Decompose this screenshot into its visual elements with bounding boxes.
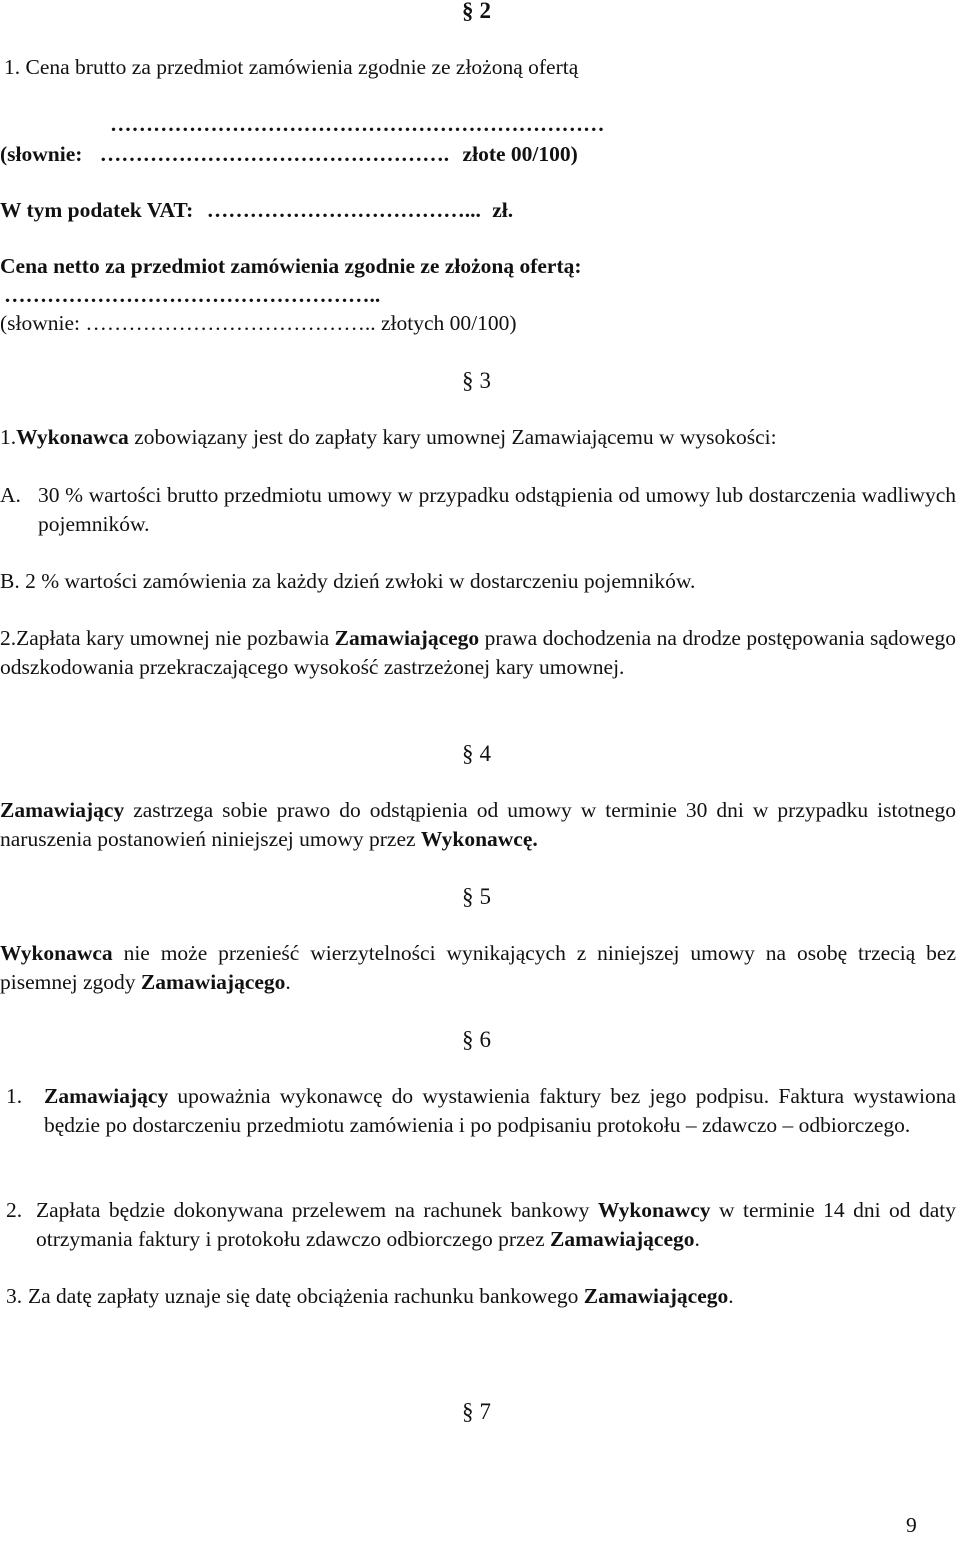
price-dots-line: …………………………………………………………… xyxy=(110,112,605,136)
paragraph-end: . xyxy=(285,970,291,994)
price-netto-line: Cena netto za przedmiot zamówienia zgodnie ze złożoną ofertą: xyxy=(0,254,582,278)
s3-item-b: B. 2 % wartości zamówienia za każdy dzień zwłoki w dostarczeniu pojemników. xyxy=(0,569,696,593)
employer-term: Zamawiającego xyxy=(550,1227,695,1251)
point-text: zobowiązany jest do zapłaty kary umownej Zamawiającemu w wysokości: xyxy=(128,425,777,449)
section-symbol: § xyxy=(462,1399,474,1424)
section-number: 3 xyxy=(479,368,491,393)
s3-point-1 xyxy=(0,423,777,452)
employer-term: Zamawiający xyxy=(44,1084,169,1108)
vat-line xyxy=(0,196,513,225)
section-number: 2 xyxy=(479,0,491,23)
section-2-heading xyxy=(462,0,491,25)
section-5-heading xyxy=(462,882,491,911)
section-symbol: § xyxy=(462,884,474,909)
section-number: 6 xyxy=(479,1027,491,1052)
vat-dots: ………………………………... xyxy=(206,198,481,222)
item-2-text xyxy=(36,1196,956,1254)
s5-paragraph xyxy=(0,939,956,997)
vat-label: W tym podatek VAT: xyxy=(0,198,194,222)
item-text-cont: w terminie 14 dni od daty otrzymania faktury i protokołu zdawczo odbiorczego przez xyxy=(36,1198,956,1251)
section-6-heading xyxy=(462,1025,491,1054)
price-words-line xyxy=(0,140,790,169)
section-symbol: § xyxy=(462,368,474,393)
employer-term: Zamawiającego xyxy=(334,626,480,650)
item-3-text xyxy=(28,1282,734,1311)
employer-term: Zamawiający xyxy=(0,798,125,822)
contractor-term: Wykonawca xyxy=(16,425,129,449)
section-7-heading xyxy=(462,1397,491,1426)
words-dots: …………………………………………. xyxy=(99,142,450,166)
section-number: 5 xyxy=(479,884,491,909)
point-text-cont: prawa dochodzenia na drodze postępowania sądowego odszkodowania przekraczającego wysokość zastrzeżonej kary umownej. xyxy=(0,626,956,679)
item-number: 2. xyxy=(6,1198,23,1222)
item-number: 1. xyxy=(6,1084,23,1108)
price-netto-words: (słownie: ………………………………….. złotych 00/100) xyxy=(0,311,517,335)
item-end: . xyxy=(728,1284,734,1308)
section-symbol: § xyxy=(462,0,474,23)
section-number: 4 xyxy=(479,741,491,766)
words-end: złote 00/100) xyxy=(462,142,578,166)
vat-end: zł. xyxy=(492,198,514,222)
contractor-term: Wykonawca xyxy=(0,941,113,965)
item-text: Zapłata będzie dokonywana przelewem na rachunek bankowy xyxy=(36,1198,598,1222)
point-text: 2.Zapłata kary umownej nie pozbawia xyxy=(0,626,335,650)
item-text: Za datę zapłaty uznaje się datę obciążenia rachunku bankowego xyxy=(28,1284,584,1308)
s3-point-2 xyxy=(0,624,956,682)
contractor-term: Wykonawcy xyxy=(597,1198,711,1222)
item-number: 3. xyxy=(6,1284,23,1308)
contractor-term: Wykonawcę. xyxy=(420,827,538,851)
section-4-heading xyxy=(462,739,491,768)
item-a-text: 30 % wartości brutto przedmiotu umowy w przypadku odstąpienia od umowy lub dostarczenia wadliwych pojemników. xyxy=(38,483,956,536)
section-symbol: § xyxy=(462,1027,474,1052)
section-number: 7 xyxy=(479,1399,491,1424)
words-label: (słownie: xyxy=(0,142,83,166)
item-letter: A. xyxy=(0,483,21,507)
price-netto-dots: …………………………………………….. xyxy=(4,283,381,307)
page-number: 9 xyxy=(906,1513,917,1537)
section-3-heading xyxy=(462,366,491,395)
price-gross-line: 1. Cena brutto za przedmiot zamówienia zgodnie ze złożoną ofertą xyxy=(4,55,579,79)
employer-term: Zamawiającego xyxy=(583,1284,729,1308)
point-number: 1. xyxy=(0,425,17,449)
item-end: . xyxy=(694,1227,700,1251)
paragraph-text: nie może przenieść wierzytelności wynikających z niniejszej umowy na osobę trzecią bez pisemnej zgody xyxy=(0,941,956,994)
employer-term: Zamawiającego xyxy=(140,970,286,994)
section-symbol: § xyxy=(462,741,474,766)
paragraph-text: zastrzega sobie prawo do odstąpienia od umowy w terminie 30 dni w przypadku istotnego naruszenia postanowień niniejszej umowy przez xyxy=(0,798,956,851)
item-text: upoważnia wykonawcę do wystawienia faktury bez jego podpisu. Faktura wystawiona będzie po dostarczeniu przedmiotu zamówienia i po podpisaniu protokołu – zdawczo – odbiorczego. xyxy=(44,1084,956,1137)
s4-paragraph xyxy=(0,796,956,854)
item-1-text xyxy=(44,1082,956,1140)
